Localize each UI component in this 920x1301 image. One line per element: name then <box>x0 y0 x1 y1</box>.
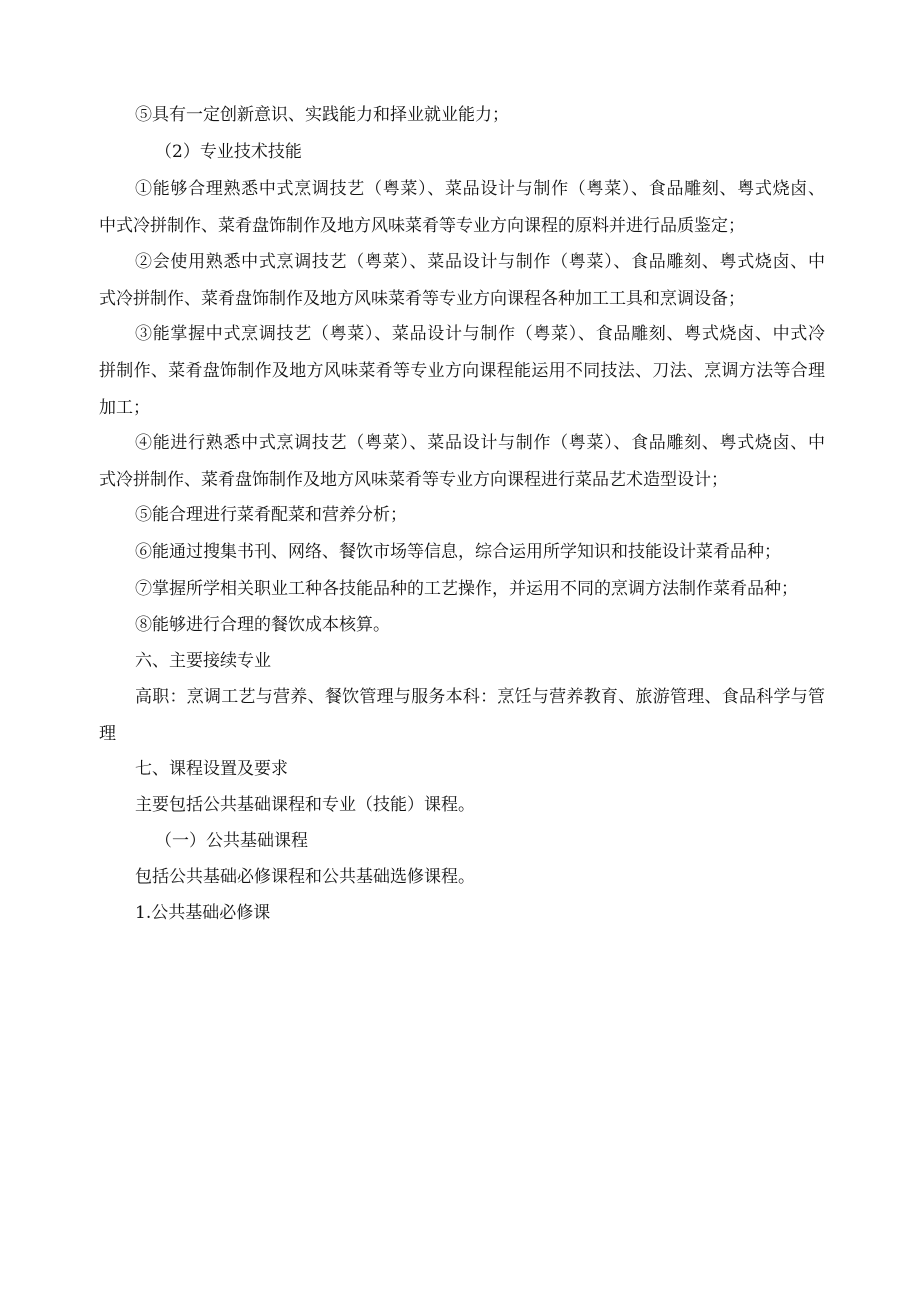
text-line: 加工； <box>99 398 150 418</box>
text-line: ①能够合理熟悉中式烹调技艺（粤菜）、菜品设计与制作（粤菜）、食品雕刻、粤式烧卤、 <box>135 179 825 199</box>
paragraph-skill-5 <box>135 497 825 534</box>
heading-text: 六、主要接续专业 <box>135 651 271 671</box>
text-line: 中式冷拼制作、菜肴盘饰制作及地方风味菜肴等专业方向课程的原料并进行品质鉴定； <box>99 216 745 236</box>
text-line: 拼制作、菜肴盘饰制作及地方风味菜肴等专业方向课程能运用不同技法、刀法、烹调方法等合理 <box>99 361 825 381</box>
text-line: 主要包括公共基础课程和专业（技能）课程。 <box>135 795 475 815</box>
item-required-courses <box>135 895 825 932</box>
text-line: ⑤具有一定创新意识、实践能力和择业就业能力； <box>135 105 509 125</box>
paragraph-skill-4 <box>99 425 825 499</box>
text-line: ②会使用熟悉中式烹调技艺（粤菜）、菜品设计与制作（粤菜）、食品雕刻、粤式烧卤、中 <box>135 252 825 272</box>
subheading-public-courses <box>135 823 845 860</box>
paragraph-skill-1 <box>99 171 825 245</box>
section-heading-continuing-majors <box>135 643 825 680</box>
text-line: 式冷拼制作、菜肴盘饰制作及地方风味菜肴等专业方向课程进行菜品艺术造型设计； <box>99 470 728 490</box>
section-heading-curriculum <box>135 751 825 788</box>
text-line: 高职：烹调工艺与营养、餐饮管理与服务本科：烹饪与营养教育、旅游管理、食品科学与管 <box>135 687 825 707</box>
text-line: 理 <box>99 724 116 744</box>
text-line: ⑥能通过搜集书刊、网络、餐饮市场等信息，综合运用所学知识和技能设计菜肴品种； <box>135 542 781 562</box>
text-line: 式冷拼制作、菜肴盘饰制作及地方风味菜肴等专业方向课程各种加工工具和烹调设备； <box>99 289 745 309</box>
heading-text: 七、课程设置及要求 <box>135 759 288 779</box>
heading-text: （一）公共基础课程 <box>155 831 308 851</box>
paragraph-skill-2 <box>99 244 825 318</box>
text-line: ⑦掌握所学相关职业工种各技能品种的工艺操作，并运用不同的烹调方法制作菜肴品种； <box>135 579 798 599</box>
paragraph-curriculum-intro <box>135 787 825 824</box>
text-line: ⑤能合理进行菜肴配菜和营养分析； <box>135 505 407 525</box>
text-line: 1.公共基础必修课 <box>135 903 271 923</box>
subheading-professional-skills <box>135 134 845 171</box>
text-line: ⑧能够进行合理的餐饮成本核算。 <box>135 615 390 635</box>
paragraph-continuing-majors <box>99 679 825 753</box>
text-line: ④能进行熟悉中式烹调技艺（粤菜）、菜品设计与制作（粤菜）、食品雕刻、粤式烧卤、中 <box>135 433 825 453</box>
text-line: （2）专业技术技能 <box>155 142 302 162</box>
text-line: ③能掌握中式烹调技艺（粤菜）、菜品设计与制作（粤菜）、食品雕刻、粤式烧卤、中式冷 <box>135 324 825 344</box>
text-line: 包括公共基础必修课程和公共基础选修课程。 <box>135 867 475 887</box>
paragraph-skill-3 <box>99 316 825 427</box>
paragraph-skill-7 <box>135 571 825 608</box>
paragraph-ability-5 <box>135 97 825 134</box>
paragraph-skill-8 <box>135 607 825 644</box>
paragraph-skill-6 <box>135 534 825 571</box>
paragraph-public-courses <box>135 859 825 896</box>
